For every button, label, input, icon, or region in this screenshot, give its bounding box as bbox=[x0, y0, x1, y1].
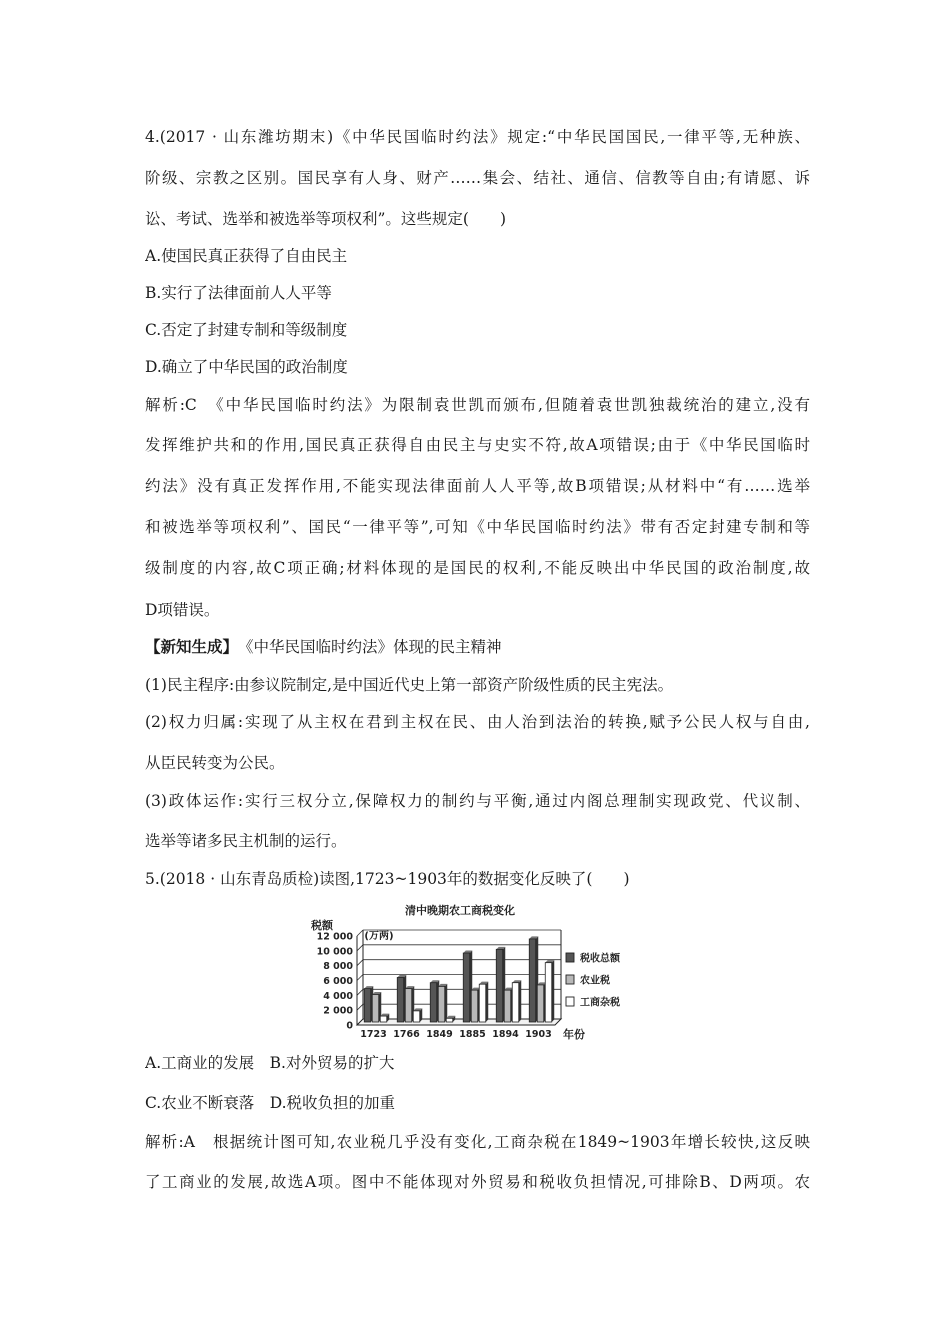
bar-1903-2 bbox=[545, 963, 552, 1022]
q4-analysis-line-3: 约法》没有真正发挥作用,不能实现法律面前人人平等,故B项错误;从材料中“有……选举 bbox=[145, 477, 810, 495]
gridline-depth bbox=[357, 975, 363, 981]
q4-stem-line-3: 讼、考试、选举和被选举等项权利”。这些规定( ) bbox=[145, 210, 507, 228]
gridline-depth bbox=[357, 930, 363, 936]
tax-bar-chart bbox=[300, 898, 650, 1040]
bar-1885-1 bbox=[471, 990, 478, 1022]
y-axis-label: 税额 bbox=[311, 919, 333, 932]
y-tick-label: 10 000 bbox=[316, 946, 353, 958]
new-knowledge-point-3b: 选举等诸多民主机制的运行。 bbox=[145, 832, 347, 850]
legend-label: 工商杂税 bbox=[580, 997, 620, 1009]
bar-1849-1 bbox=[438, 986, 445, 1022]
bar-1894-1 bbox=[504, 990, 511, 1022]
gridline-depth bbox=[357, 989, 363, 995]
new-knowledge-label: 【新知生成】 bbox=[145, 637, 231, 656]
bar-1849-0 bbox=[430, 983, 437, 1022]
bar-1723-2 bbox=[380, 1016, 387, 1022]
q4-analysis-line-1: 解析:C 《中华民国临时约法》为限制袁世凯而颁布,但随着袁世凯独裁统治的建立,没有 bbox=[145, 396, 810, 414]
q4-analysis-line-4: 和被选举等项权利”、国民“一律平等”,可知《中华民国临时约法》带有否定封建专制和等 bbox=[145, 518, 810, 536]
legend-swatch bbox=[566, 953, 574, 962]
bar-1766-1 bbox=[405, 989, 412, 1022]
bar-1894-0 bbox=[496, 949, 503, 1022]
x-tick-label: 1849 bbox=[426, 1029, 453, 1040]
y-tick-label: 6 000 bbox=[323, 976, 353, 987]
new-knowledge-title: 《中华民国临时约法》体现的民主精神 bbox=[245, 638, 502, 656]
x-axis-label: 年份 bbox=[563, 1028, 585, 1040]
new-knowledge-point-3a: (3)政体运作:实行三权分立,保障权力的制约与平衡,通过内阁总理制实现政党、代议制、 bbox=[145, 792, 810, 810]
q4-stem-line-1: 4.(2017 · 山东潍坊期末)《中华民国临时约法》规定:“中华民国国民,一律平等,无种族、 bbox=[145, 128, 810, 146]
bar-1903-1 bbox=[537, 985, 544, 1022]
y-tick-label: 12 000 bbox=[316, 931, 353, 943]
bar-1885-0 bbox=[463, 953, 470, 1022]
bar-1903-0 bbox=[529, 939, 536, 1022]
new-knowledge-point-1: (1)民主程序:由参议院制定,是中国近代史上第一部资产阶级性质的民主宪法。 bbox=[145, 676, 674, 694]
bar-1766-0 bbox=[397, 978, 404, 1023]
q4-option-b: B.实行了法律面前人人平等 bbox=[145, 284, 332, 302]
new-knowledge-point-2b: 从臣民转变为公民。 bbox=[145, 754, 285, 772]
gridline-depth bbox=[357, 960, 363, 966]
bar-1723-1 bbox=[372, 995, 379, 1022]
bar-1723-0 bbox=[364, 989, 371, 1022]
q5-analysis-line-1: 解析:A 根据统计图可知,农业税几乎没有变化,工商杂税在1849~1903年增长较快,这反映 bbox=[145, 1133, 810, 1151]
legend-swatch bbox=[566, 997, 574, 1006]
new-knowledge-point-2a: (2)权力归属:实现了从主权在君到主权在民、由人治到法治的转换,赋予公民人权与自由, bbox=[145, 713, 810, 731]
legend-label: 农业税 bbox=[580, 975, 610, 987]
q4-analysis-line-2: 发挥维护共和的作用,国民真正获得自由民主与史实不符,故A项错误;由于《中华民国临时 bbox=[145, 436, 810, 454]
q5-stem: 5.(2018 · 山东青岛质检)读图,1723~1903年的数据变化反映了( ) bbox=[145, 870, 630, 888]
bar-1766-2 bbox=[413, 1011, 420, 1022]
bar-1885-2 bbox=[479, 984, 486, 1022]
chart-title: 清中晚期农工商税变化 bbox=[405, 904, 515, 917]
bar-1849-2 bbox=[446, 1018, 453, 1022]
new-knowledge-heading bbox=[145, 636, 810, 658]
legend-label: 税收总额 bbox=[580, 953, 620, 965]
x-tick-label: 1903 bbox=[525, 1029, 552, 1040]
q4-option-d: D.确立了中华民国的政治制度 bbox=[145, 358, 348, 376]
q4-option-a: A.使国民真正获得了自由民主 bbox=[145, 247, 348, 265]
q4-analysis-line-6: D项错误。 bbox=[145, 601, 220, 619]
x-tick-label: 1723 bbox=[360, 1029, 387, 1040]
x-tick-label: 1894 bbox=[492, 1029, 519, 1040]
gridline-depth bbox=[357, 945, 363, 951]
q5-options-cd: C.农业不断衰落 D.税收负担的加重 bbox=[145, 1094, 396, 1112]
y-tick-label: 0 bbox=[346, 1020, 353, 1032]
gridline-depth bbox=[357, 1004, 363, 1010]
y-axis-unit: (万两) bbox=[364, 931, 394, 942]
y-tick-label: 2 000 bbox=[323, 1005, 353, 1017]
y-tick-label: 4 000 bbox=[323, 990, 353, 1002]
q4-stem-line-2: 阶级、宗教之区别。国民享有人身、财产……集会、结社、通信、信教等自由;有请愿、诉 bbox=[145, 169, 810, 187]
q5-options-ab: A.工商业的发展 B.对外贸易的扩大 bbox=[145, 1054, 395, 1072]
x-tick-label: 1766 bbox=[393, 1029, 420, 1040]
bar-1894-2 bbox=[512, 983, 519, 1022]
q4-analysis-line-5: 级制度的内容,故C项正确;材料体现的是国民的权利,不能反映出中华民国的政治制度,故 bbox=[145, 559, 810, 577]
x-tick-label: 1885 bbox=[459, 1029, 486, 1040]
q4-option-c: C.否定了封建专制和等级制度 bbox=[145, 321, 348, 339]
legend-swatch bbox=[566, 975, 574, 984]
q5-analysis-line-2: 了工商业的发展,故选A项。图中不能体现对外贸易和税收负担情况,可排除B、D两项。农 bbox=[145, 1173, 810, 1191]
y-tick-label: 8 000 bbox=[323, 961, 353, 973]
